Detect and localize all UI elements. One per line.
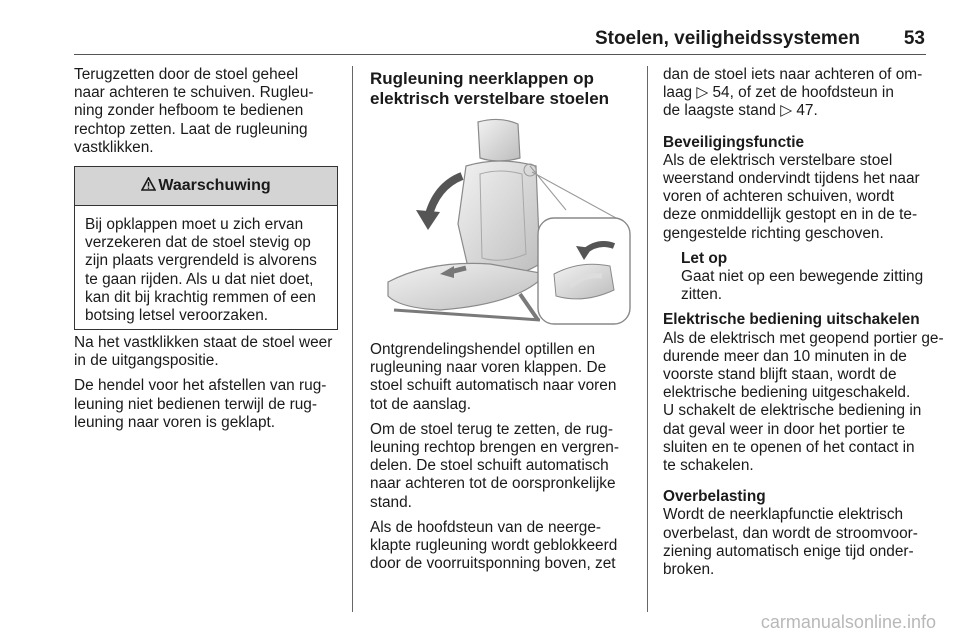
text-line: Als de elektrisch verstelbare stoel: [663, 151, 893, 169]
text-line: gengestelde richting geschoven.: [663, 224, 884, 242]
text-line: te gaan rijden. Als u dat niet doet,: [85, 270, 314, 288]
warning-title: Waarschuwing: [158, 177, 271, 194]
text-line: in de uitgangspositie.: [74, 352, 219, 370]
section-heading: [370, 69, 640, 109]
text-line: Wordt de neerklapfunctie elektrisch: [663, 506, 904, 524]
column-2-body: [370, 341, 644, 580]
page-header-title: Stoelen, veiligheidssystemen: [594, 28, 860, 49]
text-line: rugleuning naar voren klappen. De: [370, 359, 607, 377]
text-line: verzekeren dat de stoel stevig op: [85, 234, 311, 252]
text-line: leuning naar voren is geklapt.: [74, 413, 276, 431]
text-line: klapte rugleuning wordt geblokkeerd: [370, 537, 618, 555]
text-line: Na het vastklikken staat de stoel weer: [74, 334, 333, 351]
seat-diagram-icon: [370, 114, 632, 328]
text-line: vastklikken.: [74, 138, 154, 156]
text-line: botsing letsel veroorzaken.: [85, 307, 269, 325]
text-line: overbelast, dan wordt de stroomvoor-: [663, 524, 918, 542]
text-line: voorste stand blijft staan, wordt de: [663, 366, 897, 384]
text-line: Bij opklappen moet u zich ervan: [85, 216, 304, 233]
text-line: U schakelt de elektrische bediening in: [663, 402, 922, 420]
text-line: leuning niet bedienen terwijl de rug-: [74, 395, 317, 413]
paragraph-unlock: [370, 341, 644, 414]
column-divider-1: [352, 66, 353, 612]
text-line: ning zonder hefboom te bedienen: [74, 102, 304, 120]
subheading-overload: Overbelasting: [663, 488, 766, 506]
paragraph-latching: [74, 334, 348, 370]
intro-paragraph: [74, 66, 344, 157]
column-2-heading: [370, 69, 640, 119]
text-line: door de voorruitsponning boven, zet: [370, 555, 616, 573]
text-line: zijn plaats vergrendeld is alvorens: [85, 252, 317, 270]
text-line: te schakelen.: [663, 457, 754, 475]
text-line: Om de stoel terug te zetten, de rug-: [370, 420, 613, 438]
section-disable: [663, 311, 943, 475]
text-line: dat geval weer in door het portier te: [663, 420, 906, 438]
note-box: [663, 250, 943, 305]
text-line: Als de hoofdsteun van de neerge-: [370, 518, 602, 536]
text-line: weerstand ondervindt tijdens het naar: [663, 170, 920, 188]
column-1-intro: [74, 66, 344, 157]
text-line: naar achteren tot de oorspronkelijke: [370, 475, 616, 493]
paragraph-headrest: [370, 519, 644, 574]
text-line: rechtop zetten. Laat de rugleuning: [74, 120, 308, 138]
text-line: Als de elektrisch met geopend portier ge-: [663, 329, 944, 347]
text-line: stoel schuift automatisch naar voren: [370, 377, 617, 395]
text-line: tot de aanslag.: [370, 395, 471, 413]
text-line: Gaat niet op een bewegende zitting: [681, 268, 924, 286]
text-line: broken.: [663, 561, 715, 579]
paragraph-continued: [663, 66, 943, 121]
text-line: dan de stoel iets naar achteren of om-: [663, 66, 923, 83]
text-line: sluiten en te openen of het contact in: [663, 438, 915, 456]
column-3: [663, 66, 943, 586]
text-line: durende meer dan 10 minuten in de: [663, 347, 907, 365]
warning-text: [75, 206, 337, 325]
text-line: Ontgrendelingshendel optillen en: [370, 341, 596, 358]
text-line: De hendel voor het afstellen van rug-: [74, 377, 327, 395]
text-line: naar achteren te schuiven. Rugleu-: [74, 84, 314, 102]
column-divider-2: [647, 66, 648, 612]
heading-line: Rugleuning neerklappen op: [370, 69, 594, 88]
paragraph-reset: [370, 421, 644, 512]
paragraph-lever-caution: [74, 377, 348, 432]
text-line: Terugzetten door de stoel geheel: [74, 66, 299, 83]
warning-header: [75, 167, 337, 206]
text-line: ziening automatisch enige tijd onder-: [663, 542, 914, 560]
warning-triangle-icon: [141, 177, 156, 195]
text-line: laag ▷ 54, of zet de hoofdsteun in: [663, 84, 894, 102]
warning-box: [74, 166, 338, 330]
note-heading: Let op: [681, 249, 728, 267]
text-line: deze onmiddellijk gestopt en in de te-: [663, 206, 918, 224]
text-line: de laagste stand ▷ 47.: [663, 102, 818, 120]
seat-illustration: [370, 114, 632, 328]
page-number: 53: [903, 28, 925, 49]
footer-watermark: carmanualsonline.info: [760, 612, 936, 632]
text-line: leuning rechtop brengen en vergren-: [370, 439, 619, 457]
subheading-disable: Elektrische bediening uitschakelen: [663, 311, 920, 329]
text-line: zitten.: [681, 286, 723, 304]
column-1-after-warning: [74, 334, 348, 439]
text-line: voren of achteren schuiven, wordt: [663, 188, 894, 206]
section-safety: [663, 134, 943, 243]
text-line: delen. De stoel schuift automatisch: [370, 457, 609, 475]
text-line: kan dit bij krachtig remmen of een: [85, 288, 316, 306]
heading-line: elektrisch verstelbare stoelen: [370, 89, 610, 108]
text-line: elektrische bediening uitgeschakeld.: [663, 384, 911, 402]
header-rule: [74, 54, 926, 55]
text-line: stand.: [370, 493, 412, 511]
section-overload: [663, 488, 943, 579]
subheading-safety: Beveiligingsfunctie: [663, 133, 805, 151]
